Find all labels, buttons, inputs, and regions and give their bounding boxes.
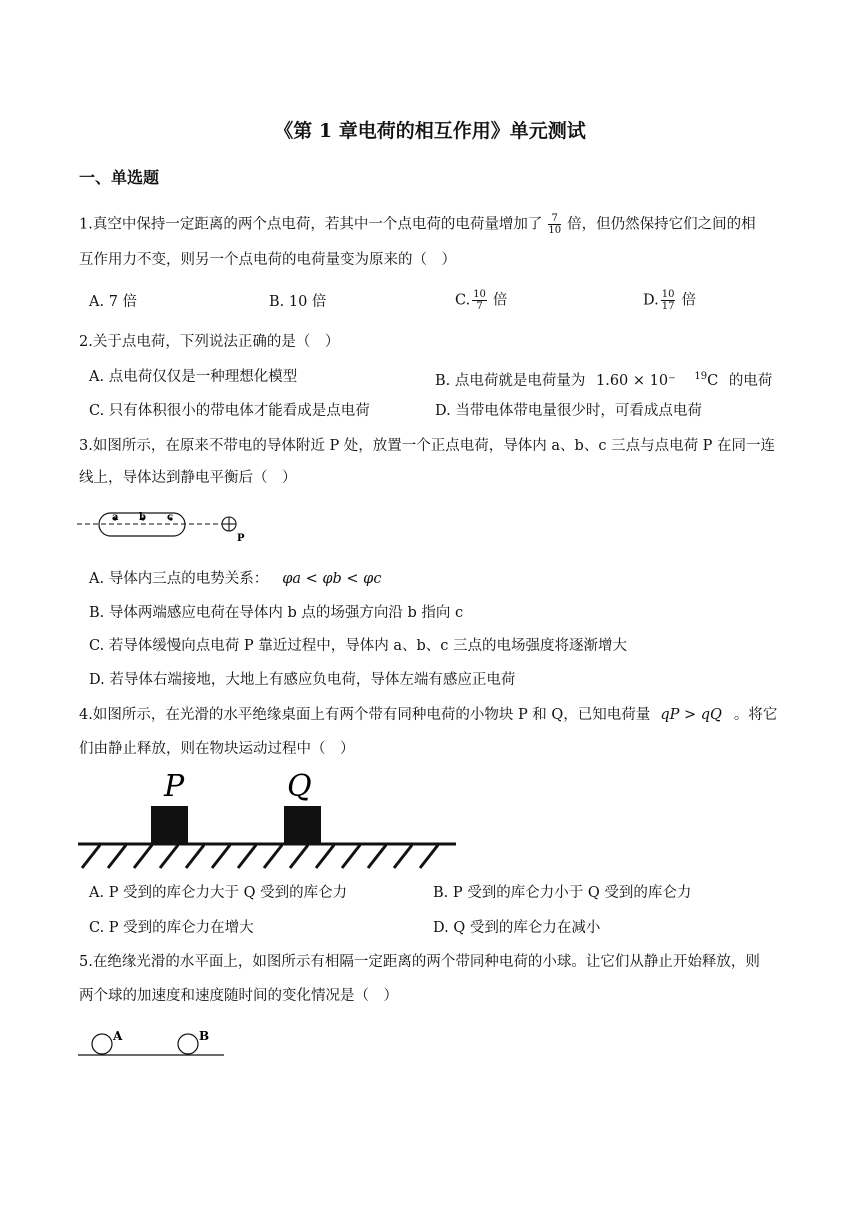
q3-option-d: D. 若导体右端接地，大地上有感应负电荷，导体左端有感应正电荷 [89, 672, 516, 688]
q1-option-a: A. 7 倍 [89, 294, 138, 310]
block-p-label: P [164, 769, 185, 804]
question-4-line2: 们由静止释放，则在物块运动过程中（ ） [79, 741, 355, 757]
question-1-line1 [79, 213, 756, 236]
question-1-line2: 互作用力不变，则另一个点电荷的电荷量变为原来的（ ） [79, 252, 456, 268]
page-title: 《第 1 章电荷的相互作用》单元测试 [274, 120, 586, 142]
block-q [284, 806, 321, 843]
ball-b-label: B [199, 1029, 210, 1043]
question-4-line1: 4.如图所示，在光滑的水平绝缘桌面上有两个带有同种电荷的小物块 P 和 Q，已知电荷量 qP > qQ 。将它 [79, 707, 778, 723]
label-a: a [112, 512, 119, 523]
q4-option-b: B. P 受到的库仑力小于 Q 受到的库仑力 [433, 885, 692, 901]
q1-fraction: $\frac{7}{10}$ [548, 213, 562, 236]
q1-text-b: 倍，但仍然保持它们之间的相 [567, 216, 756, 233]
q4-option-a: A. P 受到的库仑力大于 Q 受到的库仑力 [89, 885, 348, 901]
question-5-line1: 5.在绝缘光滑的水平面上，如图所示有相隔一定距离的两个带同种电荷的小球。让它们从静止开始释放，则 [79, 954, 760, 970]
ball-a-label: A [113, 1029, 123, 1043]
q1-option-b: B. 10 倍 [269, 294, 327, 310]
label-p: P [237, 533, 245, 544]
q2-option-b: B. 点电荷就是电荷量为 1.60 × 10⁻ $^{19}$C 的电荷 [435, 371, 773, 389]
section-heading: 一、单选题 [79, 168, 160, 187]
q2-option-c: C. 只有体积很小的带电体才能看成是点电荷 [89, 403, 370, 419]
q1-option-d: D. $\frac{10}{17}$ 倍 [643, 289, 696, 312]
label-b: b [139, 512, 146, 523]
ball-b [178, 1034, 198, 1054]
q1-option-c: C. $\frac{10}{7}$ 倍 [455, 289, 508, 312]
table-hatching [82, 845, 438, 868]
block-q-label: Q [287, 769, 312, 804]
blocks-on-table-figure [78, 766, 460, 874]
q3-option-a: A. 导体内三点的电势关系： φa < φb < φc [89, 571, 382, 587]
q2-option-a: A. 点电荷仅仅是一种理想化模型 [89, 369, 298, 385]
question-3-line1: 3.如图所示，在原来不带电的导体附近 P 处，放置一个正点电荷，导体内 a、b、c 三点与点电荷 P 在同一连 [79, 438, 776, 454]
q1-text-a: 1.真空中保持一定距离的两个点电荷，若其中一个点电荷的电荷量增加了 [79, 216, 543, 233]
block-p [151, 806, 188, 843]
question-5-line2: 两个球的加速度和速度随时间的变化情况是（ ） [79, 988, 398, 1004]
q3-option-c: C. 若导体缓慢向点电荷 P 靠近过程中，导体内 a、b、c 三点的电场强度将逐渐增大 [89, 638, 628, 654]
question-2-stem: 2.关于点电荷，下列说法正确的是（ ） [79, 334, 340, 350]
conductor-figure [75, 505, 255, 550]
q3-option-b: B. 导体两端感应电荷在导体内 b 点的场强方向沿 b 指向 c [89, 605, 464, 621]
question-3-line2: 线上，导体达到静电平衡后（ ） [79, 470, 297, 486]
two-balls-figure [76, 1024, 236, 1066]
label-c: c [167, 512, 174, 523]
q4-option-c: C. P 受到的库仑力在增大 [89, 920, 254, 936]
ball-a [92, 1034, 112, 1054]
q4-option-d: D. Q 受到的库仑力在减小 [433, 920, 601, 936]
q2-option-d: D. 当带电体带电量很少时，可看成点电荷 [435, 403, 702, 419]
